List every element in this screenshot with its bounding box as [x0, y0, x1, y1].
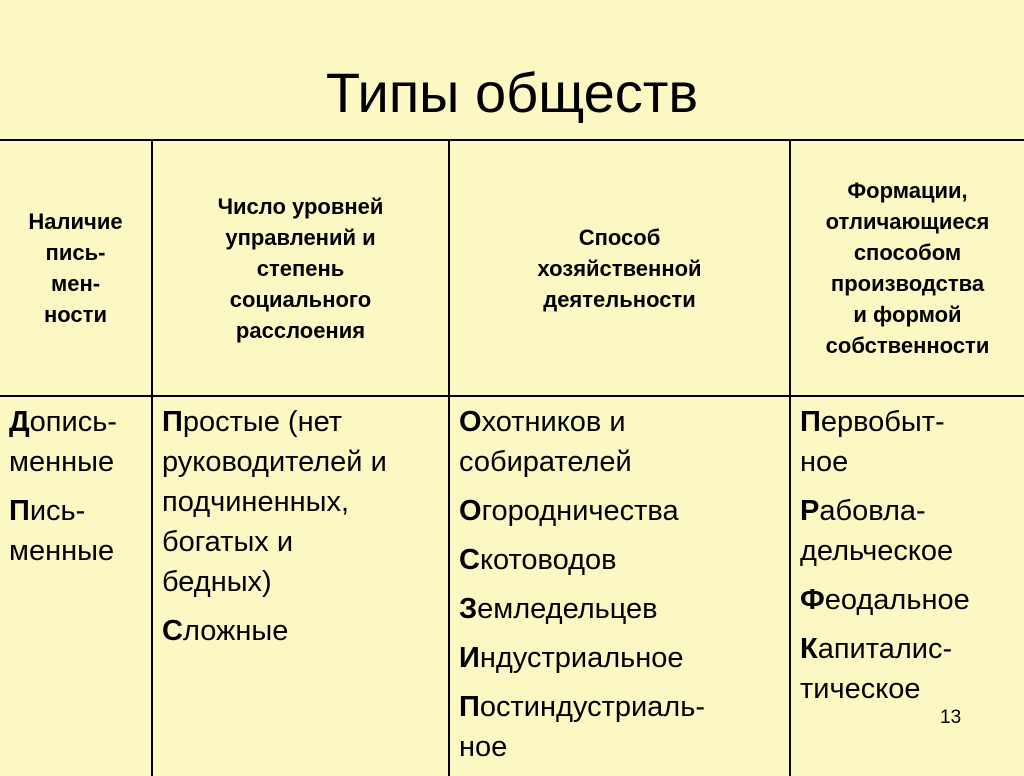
list-item — [459, 402, 783, 482]
cell-governance-types — [152, 396, 449, 776]
header-formations: Формации, отличающиеся способом производства и формой собственности — [790, 140, 1024, 396]
item-text: емледельцев — [477, 593, 658, 625]
item-text: ндустриальное — [479, 642, 684, 674]
header-economic-activity: Способ хозяйственной деятельности — [449, 140, 790, 396]
page-number: 13 — [940, 707, 962, 728]
item-text: остиндустриаль- ное — [459, 691, 705, 763]
item-initial: О — [459, 495, 482, 527]
item-text: абовла- дельческое — [800, 495, 954, 567]
item-text: ложные — [182, 615, 289, 647]
table-body-row — [0, 396, 1024, 776]
item-text: еодальное — [824, 584, 970, 616]
list-item — [459, 540, 783, 580]
list-item — [800, 402, 1018, 482]
item-text: городничества — [481, 495, 679, 527]
list-item — [162, 402, 442, 602]
item-text: ервобыт- ное — [800, 406, 945, 478]
list-item — [9, 491, 145, 571]
society-types-table — [0, 139, 1024, 776]
list-item — [800, 580, 1018, 620]
list-item — [459, 638, 783, 678]
item-initial: О — [459, 406, 482, 438]
item-initial: С — [459, 544, 480, 576]
list-item — [459, 589, 783, 629]
slide-title: Типы обществ — [325, 61, 699, 124]
item-initial: Д — [9, 406, 30, 438]
cell-economy-types — [449, 396, 790, 776]
header-writing: Наличие пись- мен- ности — [0, 140, 152, 396]
item-text: ись- менные — [9, 495, 115, 567]
item-text: опись- менные — [9, 406, 117, 478]
item-initial: Ф — [800, 584, 825, 616]
list-item — [800, 491, 1018, 571]
list-item — [162, 611, 442, 651]
cell-writing-types — [0, 396, 152, 776]
list-item — [459, 491, 783, 531]
cell-formation-types — [790, 396, 1024, 776]
item-text: ростые (нет руководителей и подчиненных, богатых и бедных) — [162, 406, 387, 598]
item-initial: И — [459, 642, 480, 674]
item-text: хотников и собирателей — [459, 406, 632, 478]
list-item — [9, 402, 145, 482]
item-initial: П — [9, 495, 30, 527]
header-governance-levels: Число уровней управлений и степень социального расслоения — [152, 140, 449, 396]
item-initial: Р — [800, 495, 820, 527]
list-item — [459, 687, 783, 767]
item-initial: П — [800, 406, 821, 438]
item-text: апиталис- тическое — [800, 633, 953, 705]
table-header-row — [0, 140, 1024, 396]
item-initial: П — [459, 691, 480, 723]
item-text: котоводов — [479, 544, 617, 576]
list-item — [800, 629, 1018, 709]
item-initial: С — [162, 615, 183, 647]
item-initial: П — [162, 406, 183, 438]
item-initial: З — [459, 593, 478, 625]
item-initial: К — [800, 633, 818, 665]
